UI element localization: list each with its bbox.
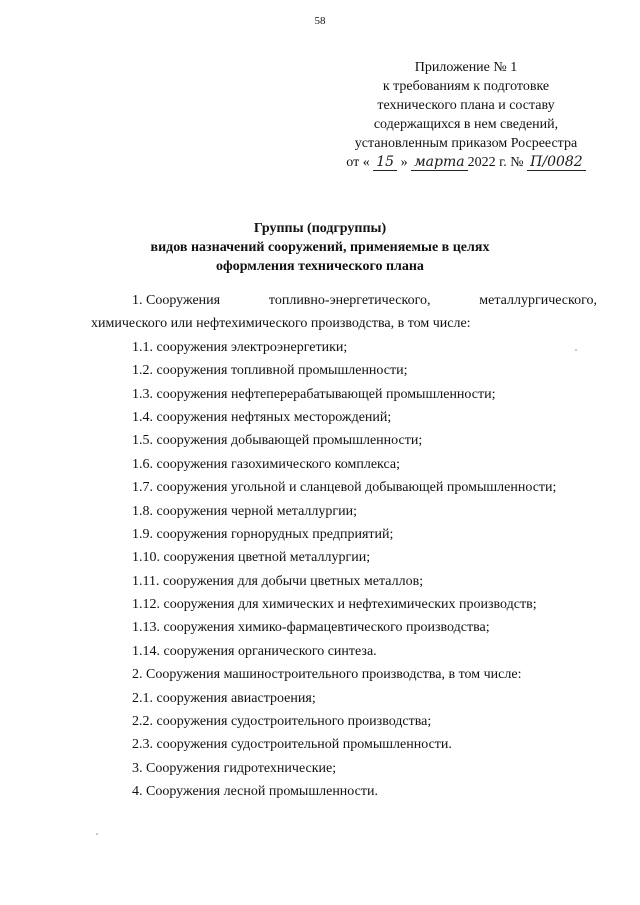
list-item: 3. Сооружения гидротехнические; [132, 760, 337, 776]
list-item: 2. Сооружения машиностроительного производства, в том числе: [132, 667, 522, 683]
date-mid: » [400, 155, 408, 170]
scan-speck [96, 833, 98, 835]
list-item: 1.14. сооружения органического синтеза. [132, 643, 377, 659]
intro-word-3: металлургического, [479, 293, 597, 308]
list-item: 1.8. сооружения черной металлургии; [132, 503, 357, 519]
list-item: 1.12. сооружения для химических и нефтехимических производств; [132, 597, 537, 613]
document-title [0, 219, 640, 276]
appendix-line-5: установленным приказом Росреестра [354, 136, 578, 151]
list-item: 2.3. сооружения судостроительной промышленности. [132, 737, 452, 753]
list-item: 1.3. сооружения нефтеперерабатывающей промышленности; [132, 386, 496, 402]
list-item: 1.11. сооружения для добычи цветных металлов; [132, 573, 424, 589]
title-line-2: видов назначений сооружений, применяемые в целях [150, 240, 490, 255]
list-item: 1.13. сооружения химико-фармацевтического производства; [132, 620, 490, 636]
intro-word-2: топливно-энергетического, [268, 293, 431, 308]
appendix-line-4: содержащихся в нем сведений, [373, 117, 559, 132]
appendix-line-3: технического плана и составу [377, 98, 555, 113]
list-item: 1.9. сооружения горнорудных предприятий; [132, 526, 394, 542]
page-number: 58 [314, 15, 326, 27]
appendix-line-2: к требованиям к подготовке [382, 79, 550, 94]
list-item: 1.6. сооружения газохимического комплекса; [132, 456, 400, 472]
list-item: 1.1. сооружения электроэнергетики; [132, 339, 348, 355]
handwritten-month: марта [411, 155, 468, 171]
date-prefix: от « [346, 155, 370, 170]
list-item: 1.7. сооружения угольной и сланцевой добывающей промышленности; [132, 480, 557, 496]
list-item: 1.10. сооружения цветной металлургии; [132, 550, 371, 566]
title-line-3: оформления технического плана [216, 259, 424, 274]
list-item: 2.1. сооружения авиастроения; [132, 690, 316, 706]
intro-word-1: 1. Сооружения [132, 293, 221, 308]
document-body [92, 289, 597, 804]
list-item: 2.2. сооружения судостроительного производства; [132, 714, 432, 730]
intro-line [92, 289, 597, 312]
date-year: 2022 г. № [467, 155, 524, 170]
intro-continuation: химического или нефтехимического производства, в том числе: [91, 316, 471, 332]
scan-speck [575, 349, 577, 351]
title-line-1: Группы (подгруппы) [253, 221, 387, 236]
list-item: 1.4. сооружения нефтяных месторождений; [132, 409, 392, 425]
list-item: 4. Сооружения лесной промышленности. [132, 784, 378, 800]
handwritten-order-number: П/0082 [527, 155, 586, 171]
appendix-block [330, 58, 602, 172]
appendix-title: Приложение № 1 [414, 60, 518, 75]
list-item: 1.2. сооружения топливной промышленности; [132, 363, 408, 379]
appendix-date-line [330, 153, 602, 172]
handwritten-day: 15 [373, 155, 397, 171]
list-item: 1.5. сооружения добывающей промышленности; [132, 433, 423, 449]
